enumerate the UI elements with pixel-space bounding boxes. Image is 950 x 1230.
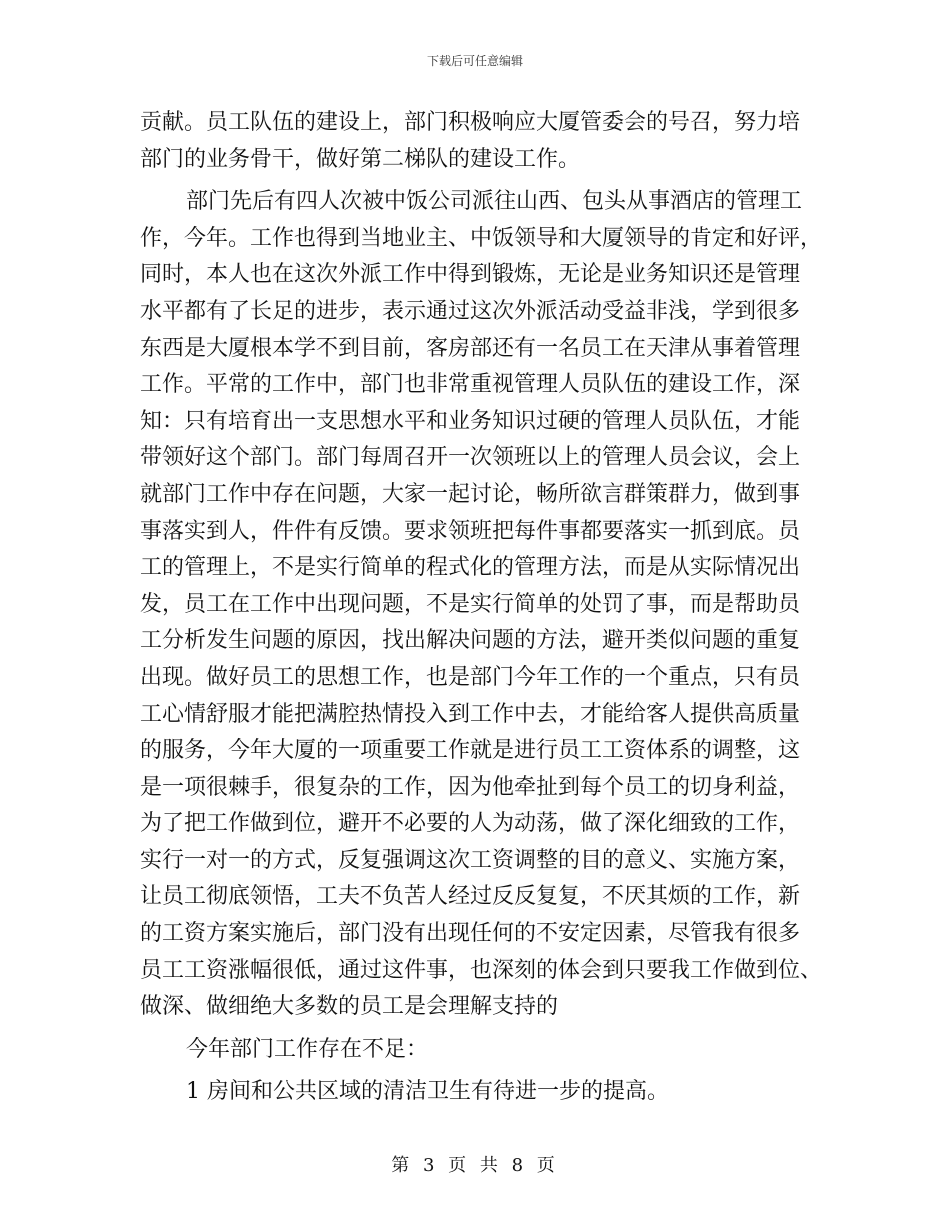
text-line: 是一项很棘手，很复杂的工作，因为他牵扯到每个员工的切身利益， <box>140 774 801 800</box>
text-line: 工分析发生问题的原因，找出解决问题的方法，避开类似问题的重复 <box>140 628 801 654</box>
paragraph-shortcomings-heading <box>140 1032 820 1069</box>
text-line: 部门的业务骨干，做好第二梯队的建设工作。 <box>140 146 581 172</box>
paragraph-continued <box>140 105 820 178</box>
text-line: 贡献。员工队伍的建设上，部门积极响应大厦管委会的号召，努力培 <box>140 110 801 135</box>
page-header: 下载后可任意编辑 <box>426 54 523 68</box>
text-line: 同时，本人也在这次外派工作中得到锻炼，无论是业务知识还是管理 <box>140 262 801 288</box>
text-line: 今年部门工作存在不足： <box>186 1036 429 1062</box>
text-line: 工作。平常的工作中，部门也非常重视管理人员队伍的建设工作，深 <box>140 372 801 398</box>
text-line: 带领好这个部门。部门每周召开一次领班以上的管理人员会议，会上 <box>140 445 801 471</box>
text-line: 就部门工作中存在问题，大家一起讨论，畅所欲言群策群力，做到事 <box>140 481 801 507</box>
text-line: 员工工资涨幅很低，通过这件事，也深刻的体会到只要我工作做到位、 <box>140 957 823 983</box>
text-line: 部门先后有四人次被中饭公司派往山西、包头从事酒店的管理工 <box>186 189 803 215</box>
text-line: 为了把工作做到位，避开不必要的人为动荡，做了深化细致的工作， <box>140 811 801 837</box>
text-line: 水平都有了长足的进步，表示通过这次外派活动受益非浅，学到很多 <box>140 298 801 324</box>
text-line: 事落实到人，件件有反馈。要求领班把每件事都要落实一抓到底。员 <box>140 518 801 544</box>
text-line: 做深、做细绝大多数的员工是会理解支持的 <box>140 994 559 1020</box>
text-line: 的服务，今年大厦的一项重要工作就是进行员工工资体系的调整，这 <box>140 738 801 764</box>
text-line: 1 房间和公共区域的清洁卫生有待进一步的提高。 <box>186 1079 669 1105</box>
text-line: 让员工彻底领悟，工夫不负苦人经过反反复复，不厌其烦的工作，新 <box>140 884 801 910</box>
text-line: 作，今年。工作也得到当地业主、中饭领导和大厦领导的肯定和好评， <box>140 225 823 251</box>
page-footer: 第 3 页 共 8 页 <box>391 1155 559 1176</box>
text-line: 工心情舒服才能把满腔热情投入到工作中去，才能给客人提供高质量 <box>140 701 801 727</box>
text-line: 发，员工在工作中出现问题，不是实行简单的处罚了事，而是帮助员 <box>140 591 801 617</box>
text-line: 出现。做好员工的思想工作，也是部门今年工作的一个重点，只有员 <box>140 664 801 690</box>
text-line: 东西是大厦根本学不到目前，客房部还有一名员工在天津从事着管理 <box>140 335 801 361</box>
text-line: 知：只有培育出一支思想水平和业务知识过硬的管理人员队伍，才能 <box>140 408 801 434</box>
text-line: 实行一对一的方式，反复强调这次工资调整的目的意义、实施方案， <box>140 847 801 873</box>
document-body <box>140 105 823 1111</box>
text-line: 工的管理上，不是实行简单的程式化的管理方法，而是从实际情况出 <box>140 555 801 581</box>
paragraph-shortcoming-item <box>140 1074 820 1111</box>
text-line: 的工资方案实施后，部门没有出现任何的不安定因素，尽管我有很多 <box>140 921 801 947</box>
paragraph-main <box>140 184 823 1026</box>
